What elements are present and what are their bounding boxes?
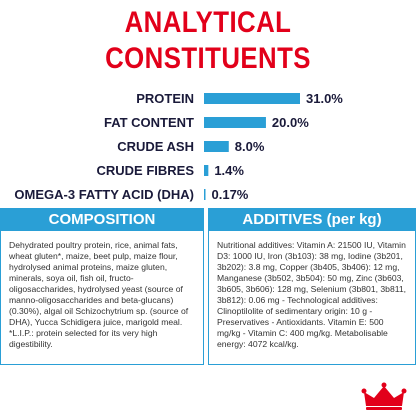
crown-icon — [360, 382, 408, 412]
additives-text: Nutritional additives: Vitamin A: 21500 IU, Vitamin D3: 1000 IU, Iron (3b103): 38 mg, Iodine (3b201, 3b202): 3.8 mg, Copper (3b405, 3b406): 12 mg, Manganese (3b502, 3b504): 50 mg, Zinc (3b603, 3b605, 3b606): 128 mg, Selenium (3b801, 3b811, 3b812): 0.06 mg - Technological additives: Clinoptilolite of sedimentary origin: 10 g - Preservatives - Antioxidants. Vitamin E: 500 mg/kg - Vitamin C: 400 mg/kg. Metabolisable energy: 4072 kcal/kg. — [208, 231, 416, 365]
chart-title-line2: CONSTITUENTS — [105, 42, 311, 75]
footer-band — [0, 365, 416, 416]
bar — [204, 93, 300, 104]
category-label: OMEGA-3 FATTY ACID (DHA) — [14, 187, 194, 202]
bar — [204, 117, 266, 128]
bar — [204, 165, 208, 176]
bar — [204, 141, 229, 152]
constituents-bar-chart — [0, 78, 416, 208]
additives-heading: ADDITIVES (per kg) — [208, 208, 416, 231]
category-label: FAT CONTENT — [103, 115, 194, 130]
category-label: CRUDE ASH — [117, 139, 194, 154]
composition-heading: COMPOSITION — [0, 208, 204, 231]
value-label: 8.0% — [234, 139, 265, 154]
composition-text: Dehydrated poultry protein, rice, animal fats, wheat gluten*, maize, beet pulp, maize flour, hydrolysed animal proteins, maize gluten, minerals, soya oil, fish oil, fructo-oligosaccharides, hydrolysed yeast (source of manno-oligosaccharides and beta-glucans) (0.30%), algal oil Schizochytrium sp. (source of DHA), Yucca Schidigera juice, marigold meal. *L.I.P.: protein selected for its very high digestibility. — [0, 231, 204, 365]
bar — [204, 189, 206, 200]
value-label: 20.0% — [271, 115, 309, 130]
chart-title-line1: ANALYTICAL — [124, 6, 292, 39]
category-label: CRUDE FIBRES — [96, 163, 194, 178]
category-label: PROTEIN — [136, 91, 194, 106]
value-label: 31.0% — [306, 91, 343, 106]
value-label: 1.4% — [214, 163, 244, 178]
value-label: 0.17% — [211, 187, 249, 202]
